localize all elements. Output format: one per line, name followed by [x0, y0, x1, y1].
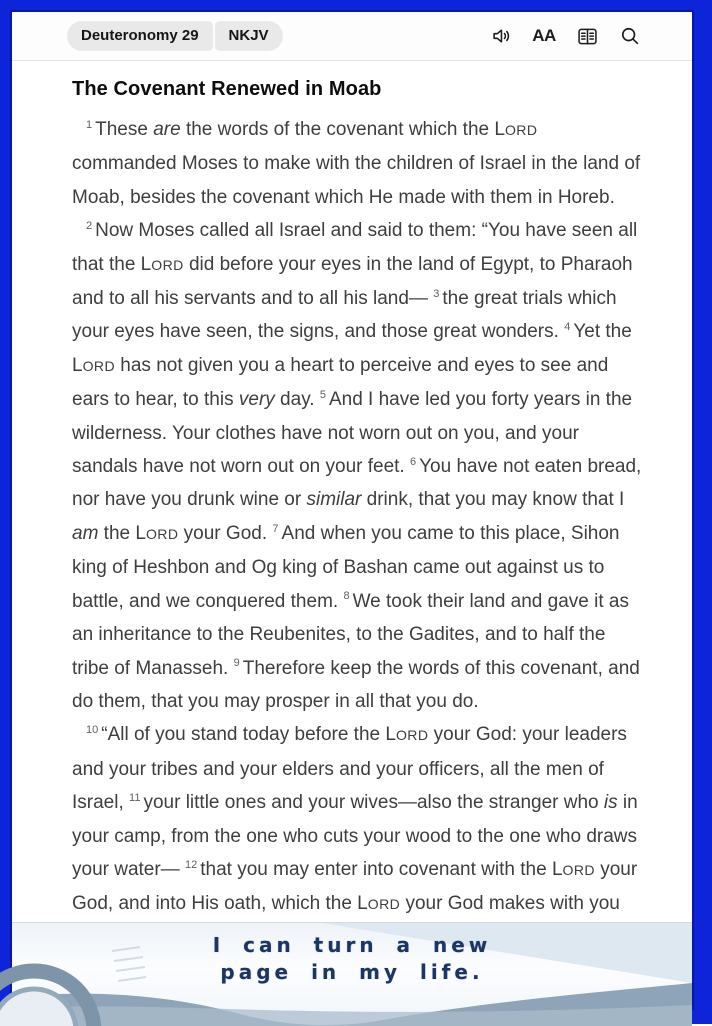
book-page-art — [12, 923, 692, 1026]
scripture-scroll-area[interactable] — [12, 61, 692, 922]
version-button[interactable]: NKJV — [215, 21, 283, 51]
scripture-text — [72, 113, 642, 922]
verse-paragraph[interactable]: $^1$ These are the words of the covenant which the LORD commanded Moses to make with the children of Israel in the land of Moab, besides the covenant which He made with them in Horeb. — [72, 118, 641, 208]
speaker-icon — [490, 25, 512, 47]
verse-paragraph[interactable]: $^2$ Now Moses called all Israel and said to them: “You have seen all that the LORD did before your eyes in the land of Egypt, to Pharaoh and to all his servants and to all his land— $^3$ the great trials which your eyes have seen, the signs, and those great wonders. $^4$ Yet the LORD has not given you a heart to perceive and eyes to see and ears to hear, to this very day. $^5$ And I have led you forty years in the wilderness. Your clothes have not worn out on you, and your sandals have not worn out on your feet. $^6$ You have not eaten bread, nor have you drunk wine or similar drink, that you may know that I am the LORD your God. $^7$ And when you came to this place, Sihon king of Heshbon and Og king of Bashan came out against us to battle, and we conquered them. $^8$ We took their land and gave it as an inheritance to the Reubenites, to the Gadites, and to half the tribe of Manasseh. $^9$ Therefore keep the words of this covenant, and do them, that you may prosper in all that you do. — [72, 219, 642, 712]
section-heading: The Covenant Renewed in Moab — [72, 78, 382, 100]
book-chapter-button[interactable]: Deuteronomy 29 — [67, 21, 213, 51]
audio-button[interactable] — [489, 24, 513, 48]
app-screen — [12, 12, 692, 1008]
verse-image-banner[interactable] — [12, 922, 692, 1026]
banner-caption-line1: I can turn a new — [212, 932, 492, 957]
search-button[interactable] — [618, 24, 642, 48]
magnifier-icon — [619, 25, 641, 47]
text-settings-button[interactable] — [532, 24, 556, 48]
toolbar-actions — [489, 24, 642, 48]
open-book-icon — [576, 25, 599, 48]
verse-paragraph[interactable]: $^{10}$ “All of you stand today before the LORD your God: your leaders and your tribes and your elders and your officers, all the men of Israel, $^{11}$ your little ones and your wives—also the stranger who is in your camp, from the one who cuts your wood to the one who draws your water— $^{12}$ that you may enter into covenant with the LORD your God, and into His oath, which the LORD your God makes with you — [72, 723, 638, 915]
aa-text-size-icon: AA — [532, 26, 556, 45]
reader-toolbar — [12, 12, 692, 61]
banner-caption-line2: page in my life. — [220, 959, 484, 984]
reader-mode-button[interactable] — [575, 24, 599, 48]
reference-version-switcher — [67, 21, 283, 51]
